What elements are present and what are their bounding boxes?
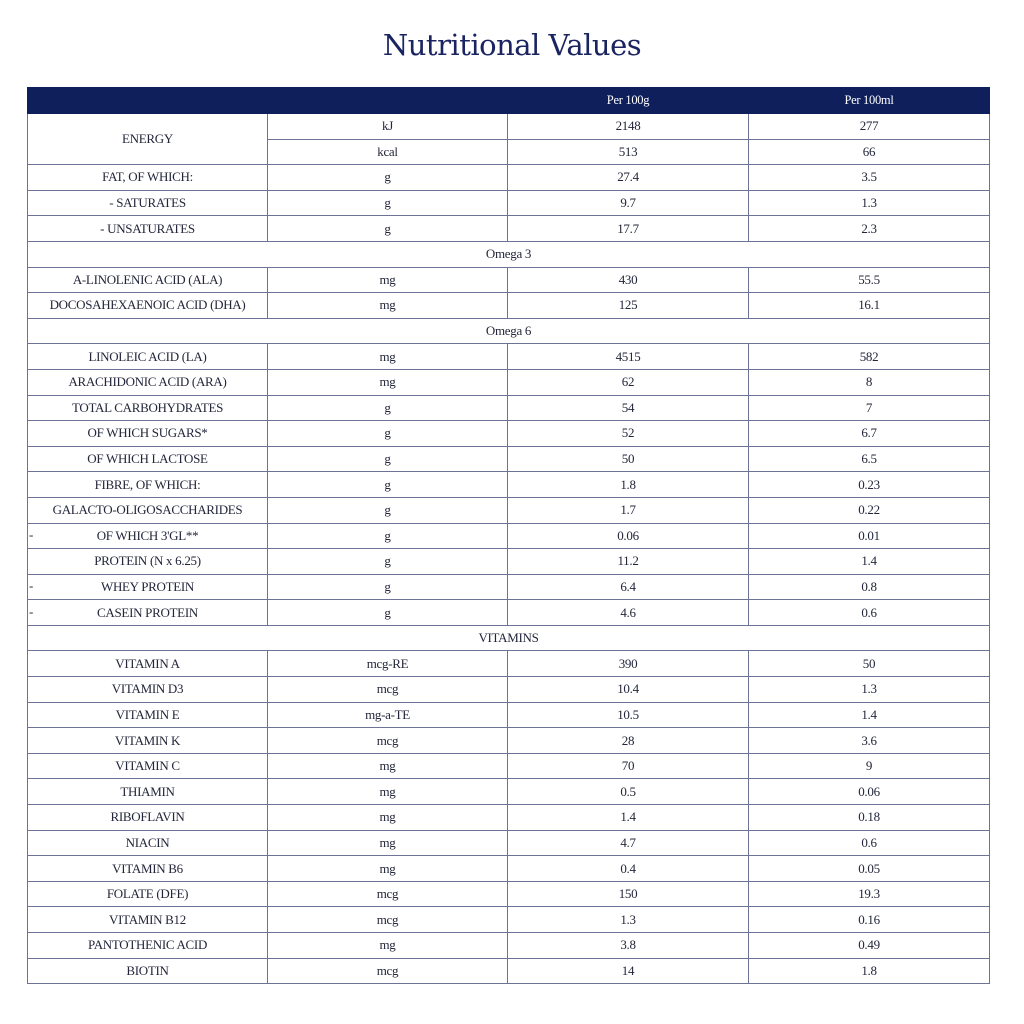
per-100g-cell: 6.4: [508, 574, 749, 600]
unit-cell: g: [268, 165, 508, 191]
unit-cell: mg: [268, 856, 508, 882]
unit-cell: mcg-RE: [268, 651, 508, 677]
unit-cell: g: [268, 497, 508, 523]
table-row: [28, 753, 990, 779]
unit-cell: g: [268, 446, 508, 472]
per-100ml-cell: 0.6: [749, 600, 990, 626]
table-row: [28, 114, 990, 140]
unit-cell: mcg: [268, 677, 508, 703]
per-100ml-cell: 1.4: [749, 702, 990, 728]
table-row: [28, 677, 990, 703]
nutrient-name-cell: VITAMIN E: [28, 702, 268, 728]
table-row: [28, 728, 990, 754]
per-100g-cell: 1.8: [508, 472, 749, 498]
nutrient-name-cell: FOLATE (DFE): [28, 881, 268, 907]
nutrient-name-cell: TOTAL CARBOHYDRATES: [28, 395, 268, 421]
nutrient-name-cell: THIAMIN: [28, 779, 268, 805]
table-row: [28, 165, 990, 191]
per-100g-cell: 0.5: [508, 779, 749, 805]
unit-cell: g: [268, 395, 508, 421]
unit-cell: mg-a-TE: [268, 702, 508, 728]
section-omega-6: Omega 6: [28, 318, 990, 344]
nutrient-name-cell: RIBOFLAVIN: [28, 805, 268, 831]
energy-label: ENERGY: [28, 114, 268, 165]
per-100g-cell: 150: [508, 881, 749, 907]
table-row: [28, 446, 990, 472]
nutrient-name-cell: VITAMIN K: [28, 728, 268, 754]
per-100g-cell: 62: [508, 369, 749, 395]
nutrient-name-cell: FIBRE, OF WHICH:: [28, 472, 268, 498]
per-100g-cell: 10.4: [508, 677, 749, 703]
unit-cell: mcg: [268, 907, 508, 933]
nutrient-name-cell: NIACIN: [28, 830, 268, 856]
table-row: [28, 958, 990, 984]
per-100ml-cell: 3.6: [749, 728, 990, 754]
table-row: [28, 523, 990, 549]
per-100g-cell: 28: [508, 728, 749, 754]
unit-cell: mg: [268, 369, 508, 395]
table-row: [28, 881, 990, 907]
per-100g-cell: 2148: [508, 114, 749, 140]
per-100ml-cell: 1.8: [749, 958, 990, 984]
per-100ml-cell: 16.1: [749, 293, 990, 319]
section-row: [28, 625, 990, 651]
per-100ml-cell: 1.3: [749, 190, 990, 216]
unit-cell: g: [268, 523, 508, 549]
nutrient-name-cell: [28, 600, 268, 626]
sub-item-dash: -: [29, 526, 34, 542]
per-100ml-cell: 0.01: [749, 523, 990, 549]
section-vitamins: VITAMINS: [28, 625, 990, 651]
nutrient-name-cell: BIOTIN: [28, 958, 268, 984]
unit-cell: mcg: [268, 958, 508, 984]
per-100g-cell: 4515: [508, 344, 749, 370]
per-100ml-cell: 3.5: [749, 165, 990, 191]
per-100ml-cell: 50: [749, 651, 990, 677]
unit-cell: mcg: [268, 728, 508, 754]
table-row: [28, 472, 990, 498]
table-row: [28, 549, 990, 575]
per-100g-cell: 27.4: [508, 165, 749, 191]
unit-cell: g: [268, 190, 508, 216]
header-blank-nutrient: [28, 88, 268, 114]
per-100g-cell: 9.7: [508, 190, 749, 216]
nutrient-name-cell: LINOLEIC ACID (LA): [28, 344, 268, 370]
unit-cell: mg: [268, 805, 508, 831]
nutrient-name-cell: [28, 523, 268, 549]
unit-cell: g: [268, 549, 508, 575]
section-omega-3: Omega 3: [28, 241, 990, 267]
per-100ml-cell: 2.3: [749, 216, 990, 242]
nutrient-name-cell: VITAMIN B12: [28, 907, 268, 933]
nutrient-name-cell: VITAMIN D3: [28, 677, 268, 703]
per-100ml-cell: 6.7: [749, 421, 990, 447]
per-100g-cell: 1.4: [508, 805, 749, 831]
nutrient-name-cell: A-LINOLENIC ACID (ALA): [28, 267, 268, 293]
sub-item-dash: -: [29, 603, 34, 619]
per-100ml-cell: 0.6: [749, 830, 990, 856]
per-100g-cell: 390: [508, 651, 749, 677]
per-100g-cell: 52: [508, 421, 749, 447]
table-row: [28, 216, 990, 242]
per-100ml-cell: 66: [749, 139, 990, 165]
header-per-100g: Per 100g: [508, 88, 749, 114]
per-100ml-cell: 9: [749, 753, 990, 779]
header-blank-unit: [268, 88, 508, 114]
nutrient-name-cell: ARACHIDONIC ACID (ARA): [28, 369, 268, 395]
per-100g-cell: 10.5: [508, 702, 749, 728]
table-row: [28, 395, 990, 421]
table-row: [28, 702, 990, 728]
per-100ml-cell: 277: [749, 114, 990, 140]
table-header: [28, 88, 990, 114]
per-100ml-cell: 55.5: [749, 267, 990, 293]
per-100g-cell: 513: [508, 139, 749, 165]
per-100ml-cell: 19.3: [749, 881, 990, 907]
nutrient-name-cell: - SATURATES: [28, 190, 268, 216]
per-100g-cell: 1.3: [508, 907, 749, 933]
per-100ml-cell: 7: [749, 395, 990, 421]
nutrient-name-cell: DOCOSAHEXAENOIC ACID (DHA): [28, 293, 268, 319]
per-100g-cell: 3.8: [508, 933, 749, 959]
table-row: [28, 933, 990, 959]
nutrient-name-cell: PROTEIN (N x 6.25): [28, 549, 268, 575]
unit-cell: mg: [268, 753, 508, 779]
unit-cell: g: [268, 600, 508, 626]
nutrient-name-cell: VITAMIN C: [28, 753, 268, 779]
header-per-100ml: Per 100ml: [749, 88, 990, 114]
table-row: [28, 779, 990, 805]
header-row: [28, 88, 990, 114]
nutrient-name-cell: OF WHICH SUGARS*: [28, 421, 268, 447]
per-100g-cell: 11.2: [508, 549, 749, 575]
unit-cell: g: [268, 574, 508, 600]
unit-cell: kcal: [268, 139, 508, 165]
per-100ml-cell: 0.8: [749, 574, 990, 600]
nutrient-name-cell: VITAMIN A: [28, 651, 268, 677]
per-100ml-cell: 0.23: [749, 472, 990, 498]
nutrient-name-cell: [28, 574, 268, 600]
per-100g-cell: 1.7: [508, 497, 749, 523]
per-100g-cell: 50: [508, 446, 749, 472]
per-100ml-cell: 0.18: [749, 805, 990, 831]
table-row: [28, 651, 990, 677]
section-row: [28, 241, 990, 267]
per-100g-cell: 0.06: [508, 523, 749, 549]
unit-cell: mg: [268, 293, 508, 319]
per-100g-cell: 4.6: [508, 600, 749, 626]
per-100ml-cell: 0.06: [749, 779, 990, 805]
table-row: [28, 805, 990, 831]
section-row: [28, 318, 990, 344]
table-row: [28, 344, 990, 370]
nutrient-name-cell: - UNSATURATES: [28, 216, 268, 242]
per-100ml-cell: 0.05: [749, 856, 990, 882]
per-100ml-cell: 0.22: [749, 497, 990, 523]
unit-cell: mg: [268, 933, 508, 959]
nutrition-table: [27, 87, 990, 984]
nutrient-name-cell: PANTOTHENIC ACID: [28, 933, 268, 959]
nutrient-name: CASEIN PROTEIN: [97, 604, 198, 620]
table-row: [28, 574, 990, 600]
per-100g-cell: 54: [508, 395, 749, 421]
per-100ml-cell: 0.49: [749, 933, 990, 959]
nutrient-name-cell: GALACTO-OLIGOSACCHARIDES: [28, 497, 268, 523]
table-row: [28, 421, 990, 447]
unit-cell: kJ: [268, 114, 508, 140]
table-row: [28, 369, 990, 395]
table-row: [28, 267, 990, 293]
unit-cell: mg: [268, 830, 508, 856]
table-row: [28, 600, 990, 626]
per-100g-cell: 125: [508, 293, 749, 319]
unit-cell: g: [268, 216, 508, 242]
per-100ml-cell: 1.4: [749, 549, 990, 575]
per-100ml-cell: 6.5: [749, 446, 990, 472]
nutrient-name-cell: VITAMIN B6: [28, 856, 268, 882]
per-100g-cell: 430: [508, 267, 749, 293]
table-body: [28, 114, 990, 984]
unit-cell: g: [268, 472, 508, 498]
table-row: [28, 856, 990, 882]
table-row: [28, 907, 990, 933]
page-title: Nutritional Values: [382, 28, 642, 62]
sub-item-dash: -: [29, 578, 34, 594]
per-100g-cell: 14: [508, 958, 749, 984]
per-100ml-cell: 582: [749, 344, 990, 370]
per-100g-cell: 17.7: [508, 216, 749, 242]
per-100g-cell: 0.4: [508, 856, 749, 882]
nutrient-name: OF WHICH 3'GL**: [96, 527, 199, 543]
per-100g-cell: 70: [508, 753, 749, 779]
table-row: [28, 293, 990, 319]
unit-cell: mg: [268, 267, 508, 293]
per-100ml-cell: 8: [749, 369, 990, 395]
nutrient-name: WHEY PROTEIN: [100, 578, 195, 594]
table-row: [28, 497, 990, 523]
unit-cell: g: [268, 421, 508, 447]
table-row: [28, 190, 990, 216]
nutrient-name-cell: OF WHICH LACTOSE: [28, 446, 268, 472]
table-row: [28, 830, 990, 856]
per-100ml-cell: 1.3: [749, 677, 990, 703]
unit-cell: mcg: [268, 881, 508, 907]
unit-cell: mg: [268, 344, 508, 370]
nutrient-name-cell: FAT, OF WHICH:: [28, 165, 268, 191]
unit-cell: mg: [268, 779, 508, 805]
per-100g-cell: 4.7: [508, 830, 749, 856]
per-100ml-cell: 0.16: [749, 907, 990, 933]
